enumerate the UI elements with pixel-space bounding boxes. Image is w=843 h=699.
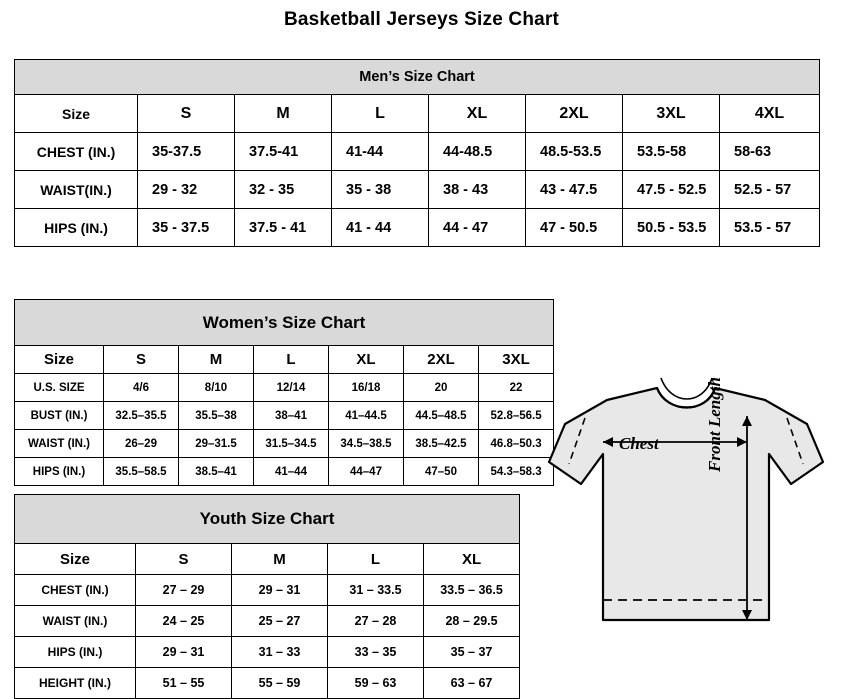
table-cell: 16/18	[329, 374, 404, 402]
table-cell: 27 – 29	[136, 575, 232, 606]
table-row	[15, 374, 554, 402]
column-header: M	[179, 346, 254, 374]
table-row	[15, 171, 820, 209]
table-cell: 53.5-58	[623, 133, 720, 171]
table-cell: 47.5 - 52.5	[623, 171, 720, 209]
table-cell: 50.5 - 53.5	[623, 209, 720, 247]
table-cell: 63 – 67	[424, 668, 520, 699]
table-cell: 41 - 44	[332, 209, 429, 247]
table-cell: 27 – 28	[328, 606, 424, 637]
table-header-row	[15, 544, 520, 575]
table-cell: 29 – 31	[232, 575, 328, 606]
row-label: HIPS (IN.)	[15, 637, 136, 668]
youth-size-chart-table	[14, 494, 520, 699]
column-header: XL	[329, 346, 404, 374]
table-cell: 38.5–42.5	[404, 430, 479, 458]
table-cell: 33.5 – 36.5	[424, 575, 520, 606]
column-header: Size	[15, 95, 138, 133]
column-header: S	[104, 346, 179, 374]
row-label: WAIST(IN.)	[15, 171, 138, 209]
table-cell: 37.5-41	[235, 133, 332, 171]
table-cell: 52.8–56.5	[479, 402, 554, 430]
front-length-label: Front Length	[705, 377, 724, 472]
page-title: Basketball Jerseys Size Chart	[283, 9, 560, 30]
table-cell: 52.5 - 57	[720, 171, 820, 209]
table-cell: 32 - 35	[235, 171, 332, 209]
table-cell: 46.8–50.3	[479, 430, 554, 458]
table-cell: 53.5 - 57	[720, 209, 820, 247]
table-cell: 38–41	[254, 402, 329, 430]
table-cell: 54.3–58.3	[479, 458, 554, 486]
jersey-body-shape	[549, 388, 823, 620]
table-cell: 31 – 33	[232, 637, 328, 668]
table-header-row	[15, 95, 820, 133]
womens-chart-banner: Women’s Size Chart	[15, 300, 554, 346]
table-row	[15, 495, 520, 544]
table-cell: 58-63	[720, 133, 820, 171]
table-cell: 32.5–35.5	[104, 402, 179, 430]
table-cell: 43 - 47.5	[526, 171, 623, 209]
table-cell: 4/6	[104, 374, 179, 402]
row-label: HIPS (IN.)	[15, 209, 138, 247]
table-cell: 8/10	[179, 374, 254, 402]
table-cell: 48.5-53.5	[526, 133, 623, 171]
table-cell: 24 – 25	[136, 606, 232, 637]
table-cell: 28 – 29.5	[424, 606, 520, 637]
row-label: U.S. SIZE	[15, 374, 104, 402]
youth-chart-banner: Youth Size Chart	[15, 495, 520, 544]
table-row	[15, 60, 820, 95]
row-label: CHEST (IN.)	[15, 575, 136, 606]
column-header: L	[328, 544, 424, 575]
table-cell: 29 - 32	[138, 171, 235, 209]
table-cell: 55 – 59	[232, 668, 328, 699]
womens-size-chart-table	[14, 299, 554, 486]
mens-chart-banner: Men’s Size Chart	[15, 60, 820, 95]
column-header: 4XL	[720, 95, 820, 133]
mens-size-chart-table	[14, 59, 820, 247]
table-row	[15, 300, 554, 346]
table-cell: 44 - 47	[429, 209, 526, 247]
table-cell: 29 – 31	[136, 637, 232, 668]
table-cell: 47 - 50.5	[526, 209, 623, 247]
column-header: S	[138, 95, 235, 133]
row-label: BUST (IN.)	[15, 402, 104, 430]
table-cell: 33 – 35	[328, 637, 424, 668]
column-header: 2XL	[404, 346, 479, 374]
table-cell: 41–44.5	[329, 402, 404, 430]
column-header: 2XL	[526, 95, 623, 133]
table-cell: 31.5–34.5	[254, 430, 329, 458]
table-cell: 20	[404, 374, 479, 402]
table-cell: 47–50	[404, 458, 479, 486]
column-header: S	[136, 544, 232, 575]
column-header: M	[235, 95, 332, 133]
table-row	[15, 402, 554, 430]
table-cell: 38 - 43	[429, 171, 526, 209]
table-cell: 44-48.5	[429, 133, 526, 171]
table-cell: 22	[479, 374, 554, 402]
column-header: Size	[15, 544, 136, 575]
table-cell: 26–29	[104, 430, 179, 458]
table-row	[15, 133, 820, 171]
row-label: HIPS (IN.)	[15, 458, 104, 486]
table-cell: 41-44	[332, 133, 429, 171]
row-label: HEIGHT (IN.)	[15, 668, 136, 699]
chest-label: Chest	[619, 434, 659, 453]
table-row	[15, 637, 520, 668]
table-cell: 25 – 27	[232, 606, 328, 637]
column-header: 3XL	[623, 95, 720, 133]
column-header: L	[332, 95, 429, 133]
table-cell: 35.5–38	[179, 402, 254, 430]
table-row	[15, 668, 520, 699]
table-row	[15, 430, 554, 458]
table-cell: 35 - 38	[332, 171, 429, 209]
table-row	[15, 458, 554, 486]
jersey-measurement-diagram	[547, 352, 837, 672]
table-cell: 38.5–41	[179, 458, 254, 486]
column-header: XL	[429, 95, 526, 133]
table-cell: 29–31.5	[179, 430, 254, 458]
table-cell: 37.5 - 41	[235, 209, 332, 247]
row-label: WAIST (IN.)	[15, 430, 104, 458]
table-cell: 12/14	[254, 374, 329, 402]
table-row	[15, 575, 520, 606]
table-row	[15, 209, 820, 247]
table-cell: 59 – 63	[328, 668, 424, 699]
table-cell: 35.5–58.5	[104, 458, 179, 486]
table-cell: 41–44	[254, 458, 329, 486]
table-cell: 34.5–38.5	[329, 430, 404, 458]
table-cell: 51 – 55	[136, 668, 232, 699]
table-cell: 35 – 37	[424, 637, 520, 668]
row-label: WAIST (IN.)	[15, 606, 136, 637]
table-cell: 35-37.5	[138, 133, 235, 171]
table-header-row	[15, 346, 554, 374]
table-cell: 44–47	[329, 458, 404, 486]
column-header: XL	[424, 544, 520, 575]
table-cell: 44.5–48.5	[404, 402, 479, 430]
row-label: CHEST (IN.)	[15, 133, 138, 171]
jersey-outline-svg	[547, 352, 837, 672]
column-header: Size	[15, 346, 104, 374]
table-cell: 35 - 37.5	[138, 209, 235, 247]
column-header: M	[232, 544, 328, 575]
table-cell: 31 – 33.5	[328, 575, 424, 606]
table-row	[15, 606, 520, 637]
column-header: L	[254, 346, 329, 374]
column-header: 3XL	[479, 346, 554, 374]
